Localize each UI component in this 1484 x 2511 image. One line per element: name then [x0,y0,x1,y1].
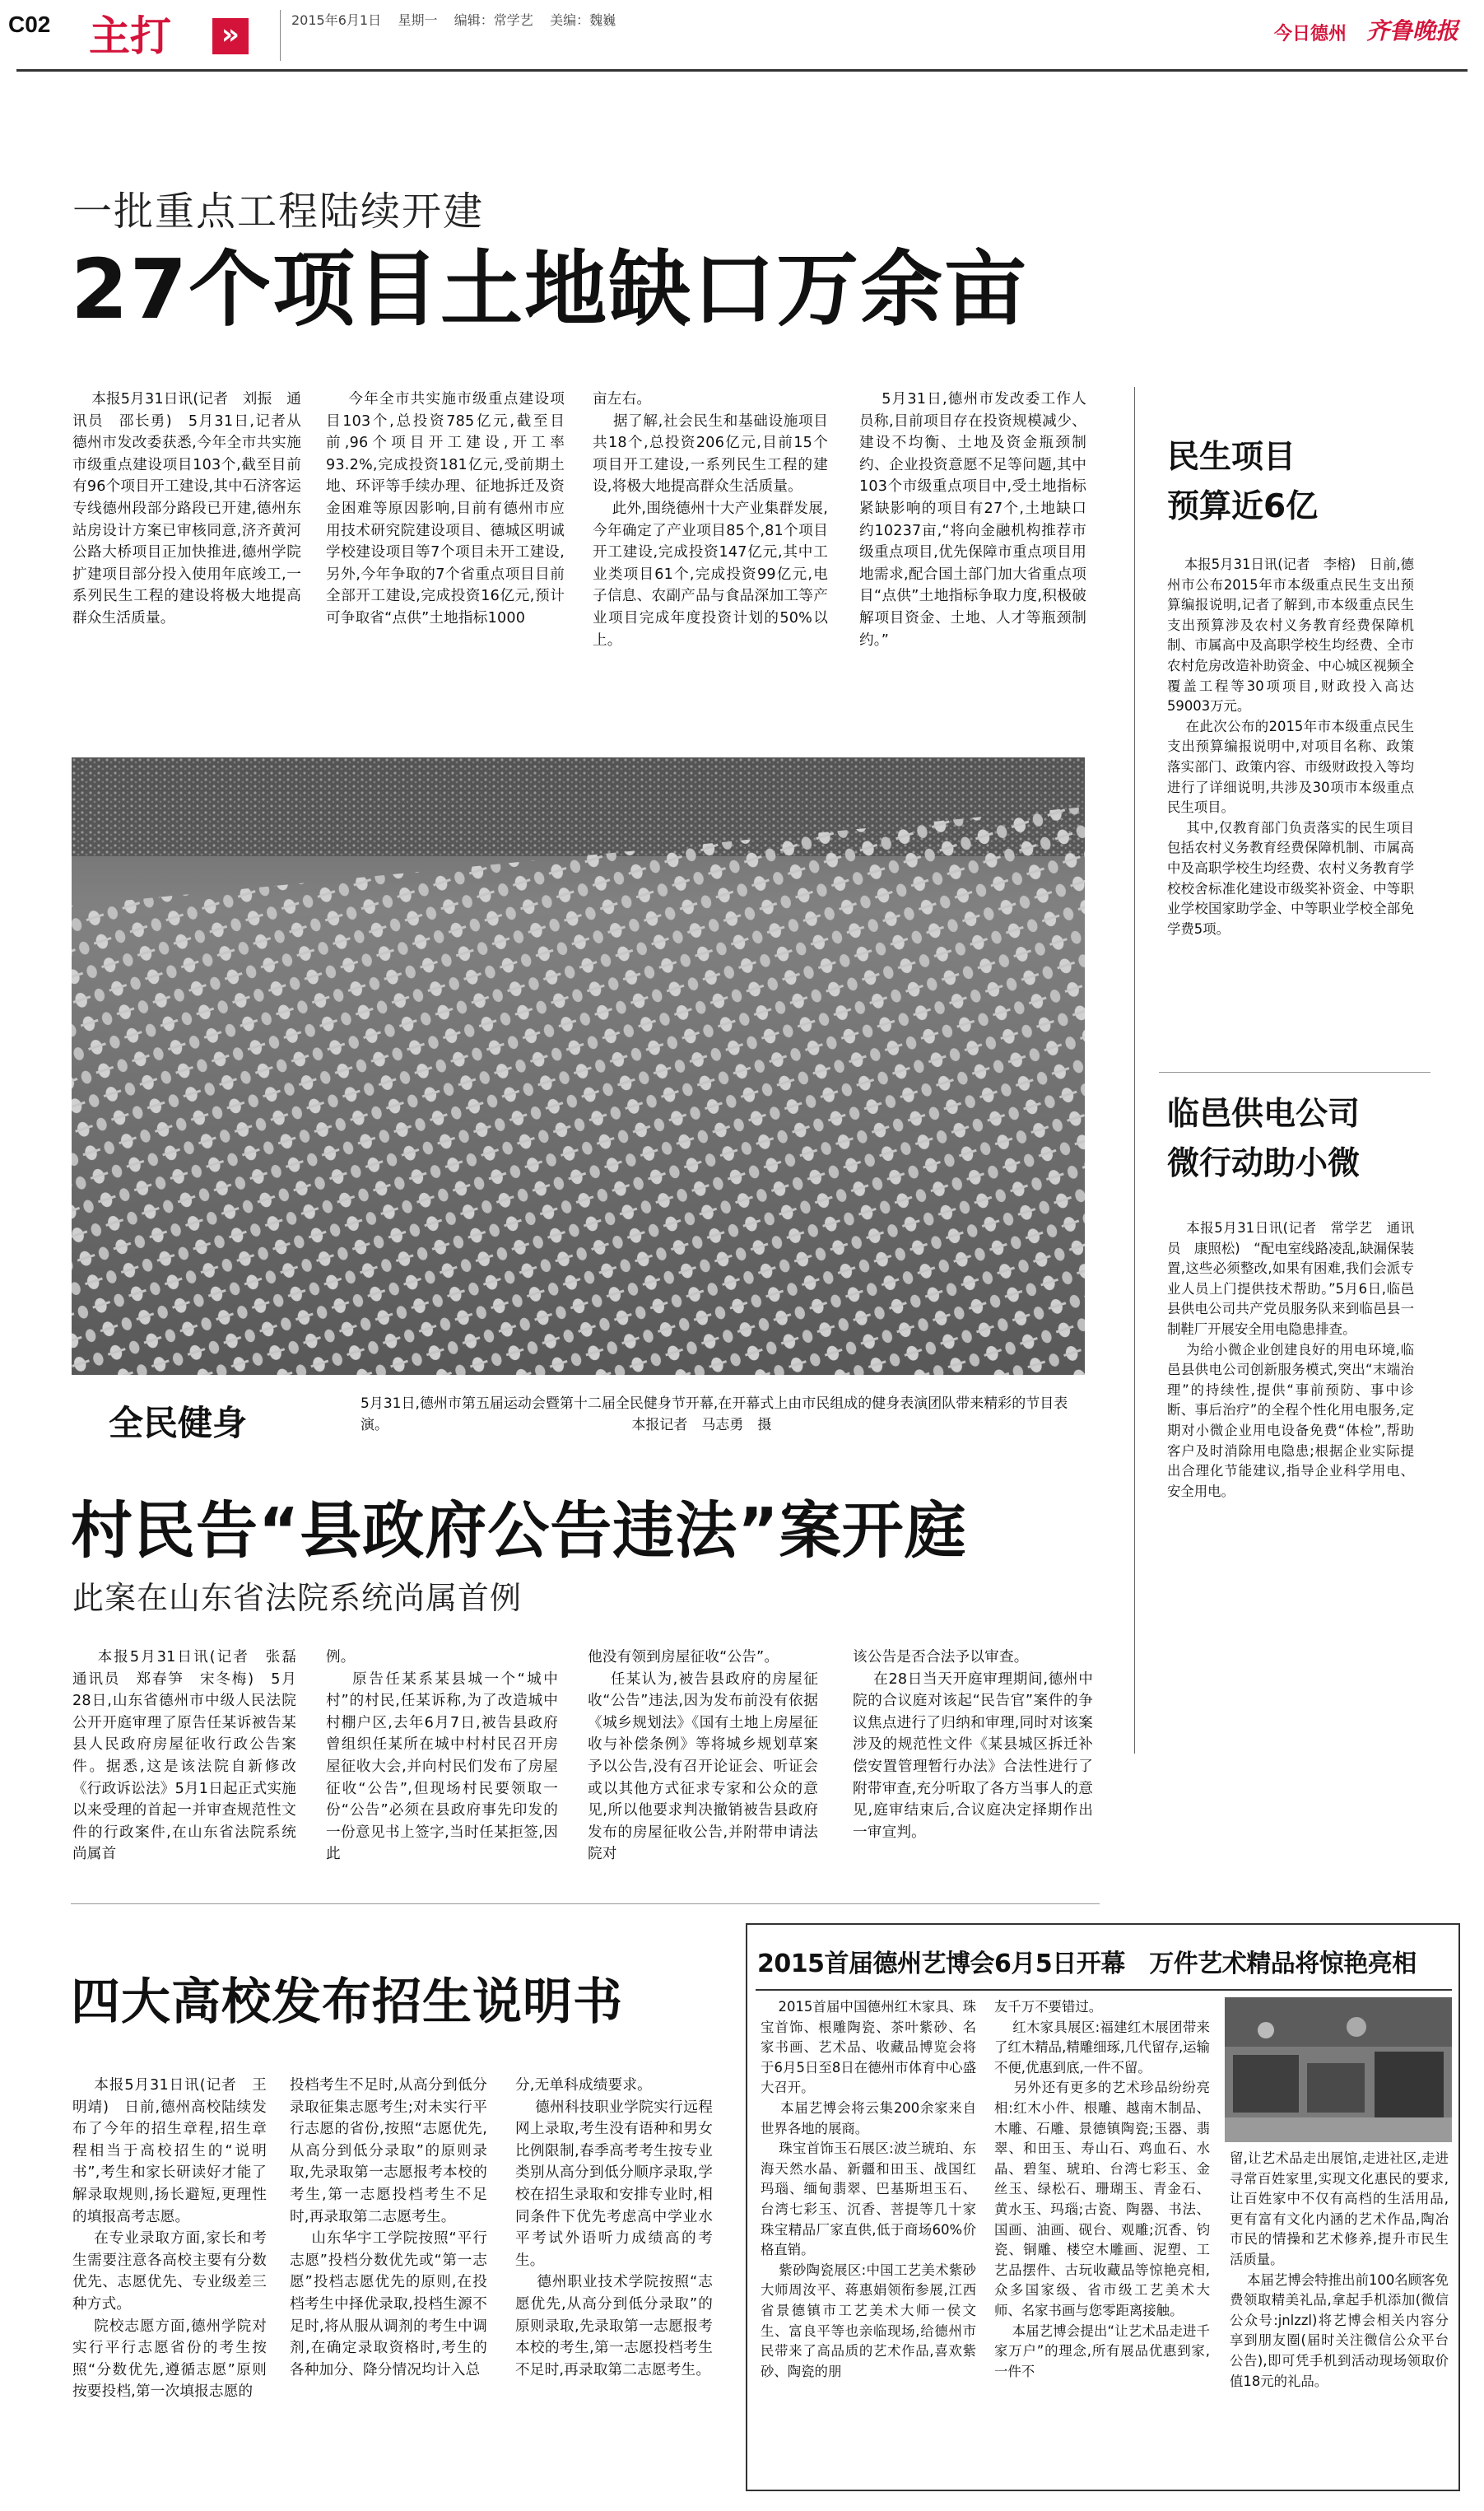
story1-col-4: 5月31日,德州市发改委工作人员称,目前项目存在投资规模减少、建设不均衡、土地及资金瓶颈制约、企业投资意愿不足等问题,其中103个市级重点项目中,受土地指标紧缺影响的项目有27个,土地缺口约10237亩,“将向金融机构推荐市级重点项目,优先保障市重点项目用地需求,配合国土部门加大省重点项目“点供”土地指标争取力度,积极破解项目资金、土地、人才等瓶颈制约。” [859,391,1086,649]
story3-headline: 四大高校发布招生说明书 [71,1973,623,2031]
issue-date: 2015年6月1日 [291,12,382,28]
story3-col-1: 本报5月31日讯(记者 王明靖) 日前,德州高校陆续发布了今年的招生章程,招生章程相当于高校招生的“说明书”,考生和家长研读好才能了解录取规则,扬长避短,更理性的填报高考志愿。 在专业录取方面,家长和考生需要注意各高校主要有分数优先、志愿优先、专业级差三种方式。 院校志愿方面,德州学院对实行平行志愿省份的考生按照“分数优先,遵循志愿”原则按要投档,第一次填报志愿的 [72,2077,267,2401]
story1-col-3: 亩左右。 据了解,社会民生和基础设施项目共18个,总投资206亿元,目前15个项目开工建设,一系列民生工程的建设,将极大地提高群众生活质量。 此外,围绕德州十大产业集群发展,今年确定了产业项目85个,81个项目开工建设,完成投资147亿元,其中工业类项目61个,完成投资99亿元,电子信息、农副产品与食品深加工等产业项目完成年度投资计划的50%以上。 [593,391,829,649]
fitness-photo [72,757,1085,1375]
story2-headline: 村民告“县政府公告违法”案开庭 [71,1494,967,1567]
header-divider-vertical [280,10,281,61]
page-number: C02 [8,12,51,37]
story1-headline: 27个项目土地缺口万余亩 [71,241,1029,338]
designer: 美编：魏巍 [550,12,616,28]
story4-col-3: 留,让艺术品走出展馆,走进社区,走进寻常百姓家里,实现文化惠民的要求,让百姓家中不仅有高档的生活用品,更有富有文化内涵的艺术作品,陶冶市民的情操和艺术修养,提升市民生活质量。 本届艺博会特推出前100名顾客免费领取精美礼品,拿起手机添加(微信公众号:jnlzzl)将艺博会相关内容分享到朋友圈(届时关注微信公众平台公告),即可凭手机到活动现场领取价值18元的礼品。 [1230,2150,1449,2389]
issue-weekday: 星期一 [398,12,438,28]
story2-col-3: 他没有领到房屋征收“公告”。 任某认为,被告县政府的房屋征收“公告”违法,因为发布前没有依据《城乡规划法》《国有土地上房屋征收与补偿条例》等将城乡规划草案予以公告,没有召开论证会、听证会或以其他方式征求专家和公众的意见,所以他要求判决撤销被告县政府发布的房屋征收公告,并附带申请法院对 [588,1649,818,1863]
photo-credit: 本报记者 马志勇 摄 [631,1417,772,1433]
story1-kicker: 一批重点工程陆续开建 [72,189,485,235]
editor: 编辑：常学艺 [454,12,533,28]
side2-title: 临邑供电公司 微行动助小微 [1167,1096,1361,1182]
story2-col-1: 本报5月31日讯(记者 张磊 通讯员 郑春笋 宋冬梅) 5月28日,山东省德州市中级人民法院公开开庭审理了原告任某诉被告某县人民政府房屋征收行政公告案件。据悉,这是该法院自新修改《行政诉讼法》5月1日起正式实施以来受理的首起一并审查规范性文件的行政案件,在山东省法院系统尚属首 [72,1649,311,1863]
side1-body: 本报5月31日讯(记者 李榕) 日前,德州市公布2015年市本级重点民生支出预算编报说明,记者了解到,市本级重点民生支出预算涉及农村义务教育经费保障机制、市属高中及高职学校生均经费、全市农村危房改造补助资金、中心城区视频全覆盖工程等30项项目,财政投入高达59003万元。 在此次公布的2015年市本级重点民生支出预算编报说明中,对项目名称、政策落实部门、政策内容、市级财政投入等均进行了详细说明,共涉及30项市本级重点民生项目。 其中,仅教育部门负责落实的民生项目包括农村义务教育经费保障机制、市属高中及高职学校生均经费、农村义务教育学校校舍标准化建设市级奖补资金、中等职业学校国家助学金、中等职业学校全部免学费5项。 [1167,557,1415,937]
side1-title: 民生项目 预算近6亿 [1167,439,1319,525]
section-arrow-icon: » [212,18,249,54]
story1-col-2: 今年全市共实施市级重点建设项目103个,总投资785亿元,截至目前,96个项目开工建设,开工率93.2%,完成投资181亿元,受前期土地、环评等手续办理、征地拆迁及资金困难等原因影响,目前有德州市应用技术研究院建设项目、德城区明诚学校建设项目等7个项目未开工建设,另外,今年争取的7个省重点项目目前全部开工建设,完成投资16亿元,预计可争取省“点供”土地指标1000 [326,391,565,627]
newspaper-logo: 齐鲁晚报 [1366,17,1459,44]
header-meta [291,10,616,29]
side1-rule [1159,1072,1431,1073]
story2-col-2: 例。 原告任某系某县城一个“城中村”的村民,任某诉称,为了改造城中村棚户区,去年6月7日,被告县政府曾组织任某所在城中村村民召开房屋征收大会,并向村民们发布了房屋征收“公告”,但现场村民要领取一份“公告”必须在县政府事先印发的一份意见书上签字,当时任某拒签,因此 [326,1649,559,1863]
story4-headline: 2015首届德州艺博会6月5日开幕 万件艺术精品将惊艳亮相 [757,1950,1417,1978]
header-rule [16,69,1468,72]
story1-col-1: 本报5月31日讯(记者 刘振 通讯员 邵长勇) 5月31日,记者从德州市发改委获悉,今年全市共实施市级重点建设项目103个,截至目前有96个项目开工建设,其中石济客运专线德州段部分路段已开建,德州东站房设计方案已审核同意,济齐黄河公路大桥项目正加快推进,德州学院扩建项目部分投入使用年底竣工,一系列民生工程的建设将极大地提高群众生活质量。 [72,391,301,627]
side2-body: 本报5月31日讯(记者 常学艺 通讯员 康照松) “配电室线路凌乱,缺漏保装置,这些必须整改,如果有困难,我们会派专业人员上门提供技术帮助。”5月6日,临邑县供电公司共产党员服务队来到临邑县一制鞋厂开展安全用电隐患排查。 为给小微企业创建良好的用电环境,临邑县供电公司创新服务模式,突出“末端治理”的持续性,提供“事前预防、事中诊断、事后治疗”的全程个性化用电服务,定期对小微企业用电设备免费“体检”,帮助客户及时消除用电隐患;根据企业实际提出合理化节能建议,指导企业科学用电、安全用电。 [1167,1220,1414,1499]
story2-subhead: 此案在山东省法院系统尚属首例 [72,1580,523,1616]
story2-bottom-rule [71,1903,1100,1904]
fitness-photo-image [72,757,1085,1375]
photo-caption-text: 5月31日,德州市第五届运动会暨第十二届全民健身节开幕,在开幕式上由市民组成的健身表演团队带来精彩的节目表演。 [361,1395,1068,1433]
photo-caption [361,1393,1077,1436]
section-title: 主打 [89,12,171,60]
story4-headline-rule [756,1989,1452,1991]
side-divider-vertical [1134,387,1135,1754]
story3-col-2: 投档考生不足时,从高分到低分录取征集志愿考生;对未实行平行志愿的省份,按照“志愿优先,从高分到低分录取”的原则录取,先录取第一志愿报考本校的考生,第一志愿投档考生不足时,再录取第二志愿考生。 山东华宇工学院按照“平行志愿”投档分数优先或“第一志愿”投档志愿优先的原则,在投档考生中择优录取,投档生源不足时,将从服从调剂的考生中调剂,在确定录取资格时,考生的各种加分、降分情况均计入总 [290,2077,487,2378]
story3-col-3: 分,无单科成绩要求。 德州科技职业学院实行远程网上录取,考生没有语种和男女比例限制,春季高考考生按专业类别从高分到低分顺序录取,学校在招生录取和安排专业时,相同条件下优先考虑高中学业水平考试外语听力成绩高的考生。 德州职业技术学院按照“志愿优先,从高分到低分录取”的原则录取,先录取第一志愿报考本校的考生,第一志愿投档考生不足时,再录取第二志愿考生。 [515,2077,714,2378]
story2-col-4: 该公告是否合法予以审查。 在28日当天开庭审理期间,德州中院的合议庭对该起“民告官”案件的争议焦点进行了归纳和审理,同时对该案涉及的规范性文件《某县城区拆迁补偿安置管理暂行办法》合法性进行了附带审查,充分听取了各方当事人的意见,庭审结束后,合议庭决定择期作出一审宣判。 [853,1649,1093,1841]
brand-label: 今日德州 [1274,24,1347,44]
expo-photo-image [1225,1997,1452,2142]
photo-label: 全民健身 [109,1403,248,1443]
expo-photo [1225,1997,1452,2142]
story4-col-1: 2015首届中国德州红木家具、珠宝首饰、根雕陶瓷、茶叶紫砂、名家书画、艺术品、收藏品博览会将于6月5日至8日在德州市体育中心盛大召开。 本届艺博会将云集200余家来自世界各地的展商。 珠宝首饰玉石展区:波兰琥珀、东海天然水晶、新疆和田玉、战国红玛瑙、缅甸翡翠、巴基斯坦玉石、台湾七彩玉、沉香、菩提等几十家珠宝精品厂家直供,低于商场60%价格直销。 紫砂陶瓷展区:中国工艺美术紫砂大师周汝平、蒋惠娟领衔参展,江西省景德镇市工艺美术大师一侯文生、富良平等也亲临现场,给德州市民带来了高品质的艺术作品,喜欢紫砂、陶瓷的朋 [761,1999,976,2379]
story4-col-2: 友千万不要错过。 红木家具展区:福建红木展团带来了红木精品,精雕细琢,几代留存,运输不便,优惠到底,一件不留。 另外还有更多的艺术珍品纷纷亮相:红木小件、根雕、越南木制品、木雕、石雕、景德镇陶瓷;玉器、翡翠、和田玉、寿山石、鸡血石、水晶、碧玺、琥珀、台湾七彩玉、金丝玉、绿松石、珊瑚玉、青金石、黄水玉、玛瑙;古瓷、陶器、书法、国画、油画、砚台、观雕;沉香、钧瓷、铜雕、楼空木雕画、泥塑、工艺品摆件、古玩收藏品等惊艳亮相,众多国家级、省市级工艺美术大师、名家书画与您零距离接触。 本届艺博会提出“让艺术品走进千家万户”的理念,所有展品优惠到家,一件不 [994,1999,1211,2379]
